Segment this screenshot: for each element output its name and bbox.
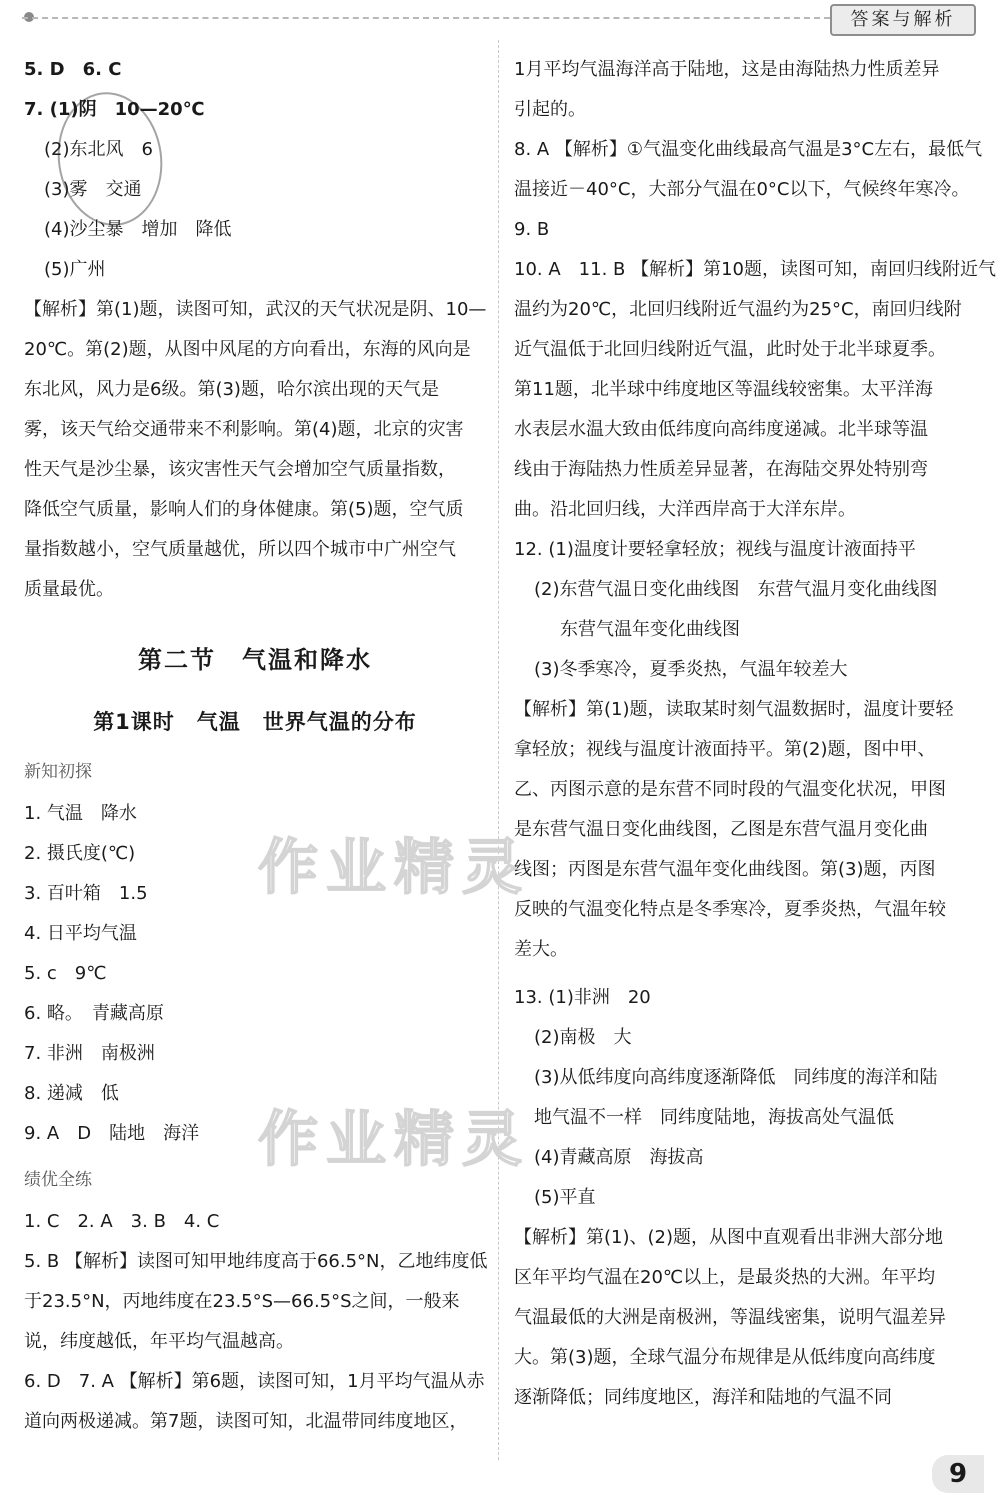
answer-line: 6. 略。 青藏高原 (24, 1003, 164, 1024)
answer-line: (3)雾 交通 (44, 179, 142, 200)
answer-line: 东营气温年变化曲线图 (560, 619, 740, 640)
section-title: 第二节 气温和降水 (138, 646, 372, 674)
answer-line: 9. B (514, 219, 550, 240)
watermark: 作业精灵 (258, 1105, 530, 1175)
explanation-line: 气温最低的大洲是南极洲，等温线密集，说明气温差异 (514, 1307, 946, 1328)
column-divider (498, 40, 499, 1460)
explanation-line: 线图；丙图是东营气温年变化曲线图。第(3)题，丙图 (514, 859, 936, 880)
explanation-line: 区年平均气温在20℃以上，是最炎热的大洲。年平均 (514, 1267, 936, 1288)
page-header (0, 0, 1000, 40)
answer-line: 1. 气温 降水 (24, 803, 137, 824)
explanation-line: 拿轻放；视线与温度计液面持平。第(2)题，图中甲、 (514, 739, 936, 760)
category-label: 新知初探 (24, 762, 92, 782)
explanation-line: 【解析】第(1)题，读图可知，武汉的天气状况是阴、10— (24, 299, 487, 320)
answer-line: (3)从低纬度向高纬度逐渐降低 同纬度的海洋和陆 (534, 1067, 938, 1088)
answer-line: (2)东营气温日变化曲线图 东营气温月变化曲线图 (534, 579, 938, 600)
explanation-line: 反映的气温变化特点是冬季寒冷，夏季炎热，气温年较 (514, 899, 946, 920)
explanation-line: 1月平均气温海洋高于陆地，这是由海陆热力性质差异 (514, 59, 940, 80)
explanation-line: 近气温低于北回归线附近气温，此时处于北半球夏季。 (514, 339, 946, 360)
explanation-line: 曲。沿北回归线，大洋西岸高于大洋东岸。 (514, 499, 856, 520)
explanation-line: 引起的。 (514, 99, 586, 120)
answer-line: 2. 摄氏度(℃) (24, 843, 136, 864)
explanation-line: 说，纬度越低，年平均气温越高。 (24, 1331, 294, 1352)
explanation-line: 8. A 【解析】①气温变化曲线最高气温是3°C左右，最低气 (514, 139, 983, 160)
explanation-line: 【解析】第(1)、(2)题，从图中直观看出非洲大部分地 (514, 1227, 943, 1248)
answer-line: (2)东北风 6 (44, 139, 153, 160)
answer-line: 3. 百叶箱 1.5 (24, 883, 148, 904)
answer-line: (4)青藏高原 海拔高 (534, 1147, 704, 1168)
answer-line: 13. (1)非洲 20 (514, 987, 651, 1008)
lesson-title: 第1课时 气温 世界气温的分布 (93, 710, 417, 734)
answer-line: 地气温不一样 同纬度陆地，海拔高处气温低 (534, 1107, 894, 1128)
explanation-line: 雾，该天气给交通带来不利影响。第(4)题，北京的灾害 (24, 419, 464, 440)
answer-line: 5. c 9℃ (24, 963, 107, 984)
explanation-line: 20℃。第(2)题，从图中风尾的方向看出，东海的风向是 (24, 339, 471, 360)
explanation-line: 大。第(3)题，全球气温分布规律是从低纬度向高纬度 (514, 1347, 936, 1368)
answer-line: (3)冬季寒冷，夏季炎热，气温年较差大 (534, 659, 848, 680)
answer-line: (5)平直 (534, 1187, 596, 1208)
explanation-line: 性天气是沙尘暴，该灾害性天气会增加空气质量指数， (24, 459, 456, 480)
header-tab: 答案与解析 (830, 4, 976, 36)
category-label: 绩优全练 (24, 1170, 92, 1190)
explanation-line: 降低空气质量，影响人们的身体健康。第(5)题，空气质 (24, 499, 464, 520)
explanation-line: 道向两极递减。第7题，读图可知，北温带同纬度地区， (24, 1411, 468, 1432)
explanation-line: 东北风，风力是6级。第(3)题，哈尔滨出现的天气是 (24, 379, 439, 400)
watermark: 作业精灵 (258, 833, 530, 903)
explanation-line: 线由于海陆热力性质差异显著，在海陆交界处特别弯 (514, 459, 928, 480)
answer-line: 8. 递减 低 (24, 1083, 119, 1104)
explanation-line: 逐渐降低；同纬度地区，海洋和陆地的气温不同 (514, 1387, 892, 1408)
answer-line: 9. A D 陆地 海洋 (24, 1123, 200, 1144)
answer-line: 4. 日平均气温 (24, 923, 137, 944)
header-rule (22, 17, 830, 19)
explanation-line: 温约为20℃，北回归线附近气温约为25°C，南回归线附 (514, 299, 962, 320)
explanation-line: 乙、丙图示意的是东营不同时段的气温变化状况，甲图 (514, 779, 946, 800)
answer-line: (5)广州 (44, 259, 106, 280)
explanation-line: 6. D 7. A 【解析】第6题，读图可知，1月平均气温从赤 (24, 1371, 485, 1392)
explanation-line: 是东营气温日变化曲线图，乙图是东营气温月变化曲 (514, 819, 928, 840)
explanation-line: 第11题，北半球中纬度地区等温线较密集。太平洋海 (514, 379, 933, 400)
answer-line: 7. (1)阴 10—20℃ (24, 99, 205, 120)
answer-line: 12. (1)温度计要轻拿轻放；视线与温度计液面持平 (514, 539, 916, 560)
answer-line: (2)南极 大 (534, 1027, 632, 1048)
answer-line: 1. C 2. A 3. B 4. C (24, 1211, 220, 1232)
explanation-line: 差大。 (514, 939, 568, 960)
explanation-line: 【解析】第(1)题，读取某时刻气温数据时，温度计要轻 (514, 699, 954, 720)
explanation-line: 5. B 【解析】读图可知甲地纬度高于66.5°N，乙地纬度低 (24, 1251, 488, 1272)
explanation-line: 量指数越小，空气质量越优，所以四个城市中广州空气 (24, 539, 456, 560)
explanation-line: 于23.5°N，丙地纬度在23.5°S—66.5°S之间，一般来 (24, 1291, 460, 1312)
answer-line: 7. 非洲 南极洲 (24, 1043, 155, 1064)
explanation-line: 温接近－40°C，大部分气温在0°C以下，气候终年寒冷。 (514, 179, 970, 200)
page-number: 9 (932, 1455, 984, 1493)
explanation-line: 10. A 11. B 【解析】第10题，读图可知，南回归线附近气 (514, 259, 996, 280)
answer-line: (4)沙尘暴 增加 降低 (44, 219, 232, 240)
answer-line: 5. D 6. C (24, 59, 122, 80)
explanation-line: 质量最优。 (24, 579, 114, 600)
explanation-line: 水表层水温大致由低纬度向高纬度递减。北半球等温 (514, 419, 928, 440)
